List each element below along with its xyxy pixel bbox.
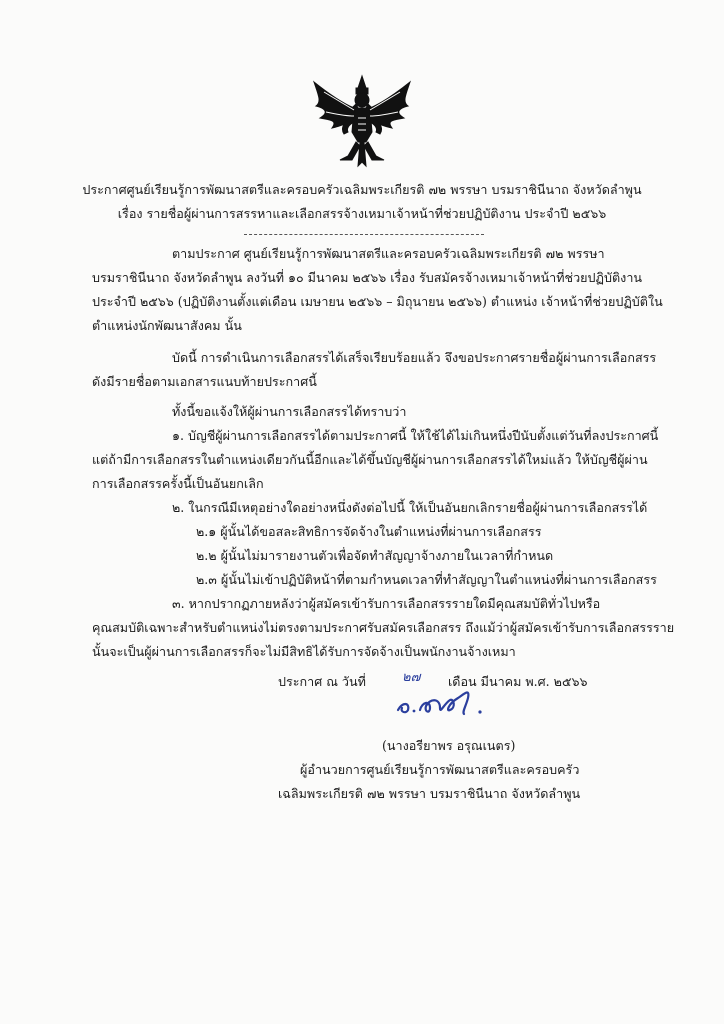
item2-2: ๒.๒ ผู้นั้นไม่มารายงานตัวเพื่อจัดทำสัญญาจ้างภายในเวลาที่กำหนด	[196, 548, 554, 563]
para2-line1: บัดนี้ การดำเนินการเลือกสรรได้เสร็จเรียบร้อยแล้ว จึงขอประกาศรายชื่อผู้ผ่านการเลือกสรร	[172, 350, 657, 365]
para2-line2: ดังมีรายชื่อตามเอกสารแนบท้ายประกาศนี้	[92, 374, 317, 389]
item1-line3: การเลือกสรรครั้งนี้เป็นอันยกเลิก	[92, 476, 264, 491]
signatory-position-line1: ผู้อำนวยการศูนย์เรียนรู้การพัฒนาสตรีและครอบครัว	[300, 762, 580, 777]
garuda-emblem-icon	[310, 72, 414, 170]
item3-line3: นั้นจะเป็นผู้ผ่านการเลือกสรรก็จะไม่มีสิทธิได้รับการจัดจ้างเป็นพนักงานจ้างเหมา	[92, 644, 516, 659]
item1-line2: แต่ถ้ามีการเลือกสรรในตำแหน่งเดียวกันนี้อีกและได้ขึ้นบัญชีผู้ผ่านการเลือกสรรได้ใหม่แล้ว ให้บัญชีผู้ผ่าน	[92, 452, 648, 467]
announce-suffix: เดือน มีนาคม พ.ศ. ๒๕๖๖	[448, 674, 588, 689]
header-divider	[244, 234, 484, 235]
signatory-name: (นางอรียาพร อรุณเนตร)	[382, 738, 516, 753]
para1-line3: ประจำปี ๒๕๖๖ (ปฏิบัติงานตั้งแต่เดือน เมษายน ๒๕๖๖ – มิถุนายน ๒๕๖๖) ตำแหน่ง เจ้าหน้าที่ช่วยปฏิบัติใน	[92, 294, 663, 309]
para3: ทั้งนี้ขอแจ้งให้ผู้ผ่านการเลือกสรรได้ทราบว่า	[172, 404, 407, 419]
announce-day: ๒๗	[402, 670, 421, 685]
announcement-title: ประกาศศูนย์เรียนรู้การพัฒนาสตรีและครอบครัวเฉลิมพระเกียรติ ๗๒ พรรษา บรมราชินีนาถ จังหวัดลำพูน	[82, 182, 642, 197]
para1-line2: บรมราชินีนาถ จังหวัดลำพูน ลงวันที่ ๑๐ มีนาคม ๒๕๖๖ เรื่อง รับสมัครจ้างเหมาเจ้าหน้าที่ช่วยปฏิบัติงาน	[92, 270, 643, 285]
signatory-position-line2: เฉลิมพระเกียรติ ๗๒ พรรษา บรมราชินีนาถ จังหวัดลำพูน	[278, 786, 581, 801]
item1-line1: ๑. บัญชีผู้ผ่านการเลือกสรรได้ตามประกาศนี้ ให้ใช้ได้ไม่เกินหนึ่งปีนับตั้งแต่วันที่ลงประกาศนี้	[172, 428, 659, 443]
item3-line2: คุณสมบัติเฉพาะสำหรับตำแหน่งไม่ตรงตามประกาศรับสมัครเลือกสรร ถึงแม้ว่าผู้สมัครเข้ารับการเลือกสรรราย	[92, 620, 675, 635]
announce-prefix: ประกาศ ณ วันที่	[278, 674, 366, 689]
item3-line1: ๓. หากปรากฏภายหลังว่าผู้สมัครเข้ารับการเลือกสรรรายใดมีคุณสมบัติทั่วไปหรือ	[172, 596, 601, 611]
item2-3: ๒.๓ ผู้นั้นไม่เข้าปฏิบัติหน้าที่ตามกำหนดเวลาที่ทำสัญญาในตำแหน่งที่ผ่านการเลือกสรร	[196, 572, 657, 587]
item2-1: ๒.๑ ผู้นั้นได้ขอสละสิทธิการจัดจ้างในตำแหน่งที่ผ่านการเลือกสรร	[196, 524, 542, 539]
para1-line4: ตำแหน่งนักพัฒนาสังคม นั้น	[92, 318, 242, 333]
announcement-subject: เรื่อง รายชื่อผู้ผ่านการสรรหาและเลือกสรรจ้างเหมาเจ้าหน้าที่ช่วยปฏิบัติงาน ประจำปี ๒๕๖๖	[117, 206, 607, 221]
handwritten-signature-icon	[392, 680, 492, 720]
para1-line1: ตามประกาศ ศูนย์เรียนรู้การพัฒนาสตรีและครอบครัวเฉลิมพระเกียรติ ๗๒ พรรษา	[172, 246, 605, 261]
item2: ๒. ในกรณีมีเหตุอย่างใดอย่างหนึ่งดังต่อไปนี้ ให้เป็นอันยกเลิกรายชื่อผู้ผ่านการเลือกสรรได้	[172, 500, 648, 515]
